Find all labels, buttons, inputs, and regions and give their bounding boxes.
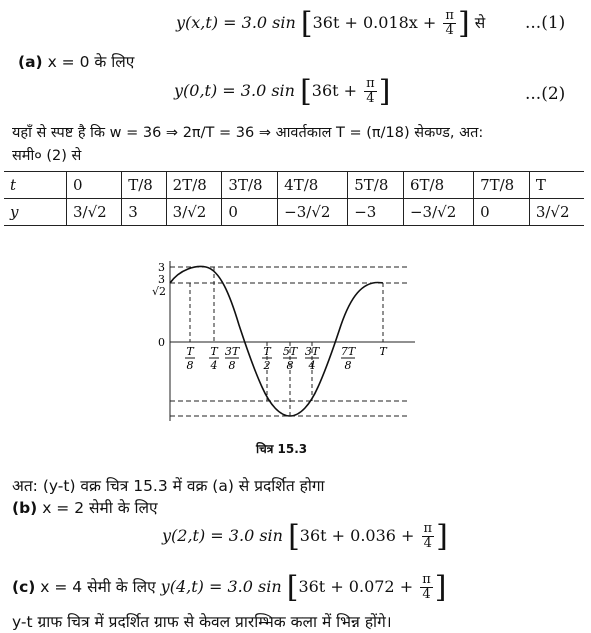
figure-caption: चित्र 15.3	[256, 442, 308, 456]
table-cell: 6T/8	[403, 172, 473, 199]
equation-1	[176, 6, 485, 41]
part-a-condition: x = 0 के लिए	[47, 53, 135, 71]
eq1-fraction: $\frac{\pi}{4}$	[445, 8, 454, 38]
part-c-label: (c)	[12, 578, 36, 596]
table-cell: 2T/8	[166, 172, 222, 199]
eq2-lhs: y(0,t) = 3.0 sin	[174, 81, 295, 100]
y-label: √2	[152, 285, 167, 298]
eq1-tail: से	[474, 14, 486, 32]
x-tick-num: 3T	[304, 345, 320, 358]
x-tick-den: 4	[308, 359, 316, 372]
part-c	[12, 570, 446, 605]
equation-2	[174, 74, 390, 109]
x-tick-num: T	[186, 345, 194, 358]
table-cell: 3/√2	[67, 199, 122, 226]
table-cell: 0	[222, 199, 278, 226]
x-tick-den: 4	[210, 359, 218, 372]
table-cell: 3T/8	[222, 172, 278, 199]
x-tick-num: 7T	[340, 345, 356, 358]
x-tick-den: 2	[263, 359, 271, 372]
equation-3	[162, 519, 448, 554]
eq4-inner: 36t + 0.072 +	[298, 577, 414, 596]
table-cell: 3/√2	[166, 199, 222, 226]
x-tick-den: 8	[228, 359, 236, 372]
x-tick-den: 8	[286, 359, 294, 372]
table-cell: t	[4, 172, 67, 199]
table-cell: T/8	[122, 172, 166, 199]
bracket-right: ]	[378, 74, 391, 109]
part-a-label: (a)	[18, 53, 43, 71]
eq2-inner: 36t +	[311, 81, 358, 100]
explanation-line-2: समी० (2) से	[12, 148, 82, 164]
eq1-inner: 36t + 0.018x +	[312, 13, 437, 32]
x-tick-num: 5T	[282, 345, 298, 358]
table-cell: −3/√2	[403, 199, 473, 226]
table-cell: 0	[474, 199, 530, 226]
table-cell: 4T/8	[278, 172, 348, 199]
y-label: 0	[158, 336, 165, 349]
table-cell: T	[529, 172, 584, 199]
part-b	[12, 496, 158, 518]
eq4-lhs: y(4,t) = 3.0 sin	[160, 577, 282, 596]
x-tick-num: T	[379, 345, 387, 358]
text-conclusion: अत: (y-t) वक्र चित्र 15.3 में वक्र (a) से प्रदर्शित होगा	[12, 477, 325, 495]
table-cell: y	[4, 199, 67, 226]
x-tick-den: 8	[344, 359, 352, 372]
bracket-left: [	[300, 6, 313, 41]
bracket-right: ]	[434, 570, 447, 605]
table-cell: 0	[67, 172, 122, 199]
eq2-tag: ...(2)	[525, 84, 566, 104]
eq3-fraction: $\frac{\pi}{4}$	[423, 521, 433, 551]
explanation-line-1: यहाँ से स्पष्ट है कि w = 36 ⇒ 2π/T = 36 ⇒ आवर्तकाल T = (π/18) सेकण्ड, अत:	[12, 125, 484, 141]
part-b-label: (b)	[12, 499, 38, 517]
eq1-tag: ...(1)	[525, 13, 566, 33]
values-table	[4, 171, 584, 226]
part-c-condition: x = 4 सेमी के लिए	[40, 578, 156, 596]
table-cell: 3/√2	[529, 199, 584, 226]
table-row-y	[4, 199, 584, 226]
eq2-fraction: $\frac{\pi}{4}$	[366, 76, 375, 106]
table-cell: −3	[348, 199, 404, 226]
y-label: 3	[158, 261, 165, 274]
table-cell: −3/√2	[278, 199, 348, 226]
bracket-left: [	[300, 74, 312, 109]
eq4-fraction: $\frac{\pi}{4}$	[422, 572, 431, 602]
part-b-condition: x = 2 सेमी के लिए	[42, 499, 158, 517]
eq3-lhs: y(2,t) = 3.0 sin	[162, 526, 283, 545]
wave-graph	[140, 255, 440, 425]
eq3-inner: 36t + 0.036 +	[299, 526, 415, 545]
x-tick-num: 3T	[224, 345, 240, 358]
x-tick-den: 8	[186, 359, 194, 372]
wave-curve	[170, 267, 383, 416]
text-final: y-t ग्राफ चित्र में प्रदर्शित ग्राफ से केवल प्रारम्भिक कला में भिन्न होंगे।	[12, 613, 392, 631]
table-cell: 5T/8	[348, 172, 404, 199]
bracket-right: ]	[457, 6, 470, 41]
table-row-t	[4, 172, 584, 199]
x-tick-num: T	[263, 345, 271, 358]
y-label: 3	[158, 273, 165, 286]
table-cell: 7T/8	[474, 172, 530, 199]
bracket-right: ]	[436, 519, 448, 554]
x-tick-num: T	[210, 345, 218, 358]
table-cell: 3	[122, 199, 166, 226]
eq1-lhs: y(x,t) = 3.0 sin	[176, 13, 296, 32]
bracket-left: [	[286, 570, 299, 605]
bracket-left: [	[288, 519, 300, 554]
part-a	[18, 50, 134, 72]
